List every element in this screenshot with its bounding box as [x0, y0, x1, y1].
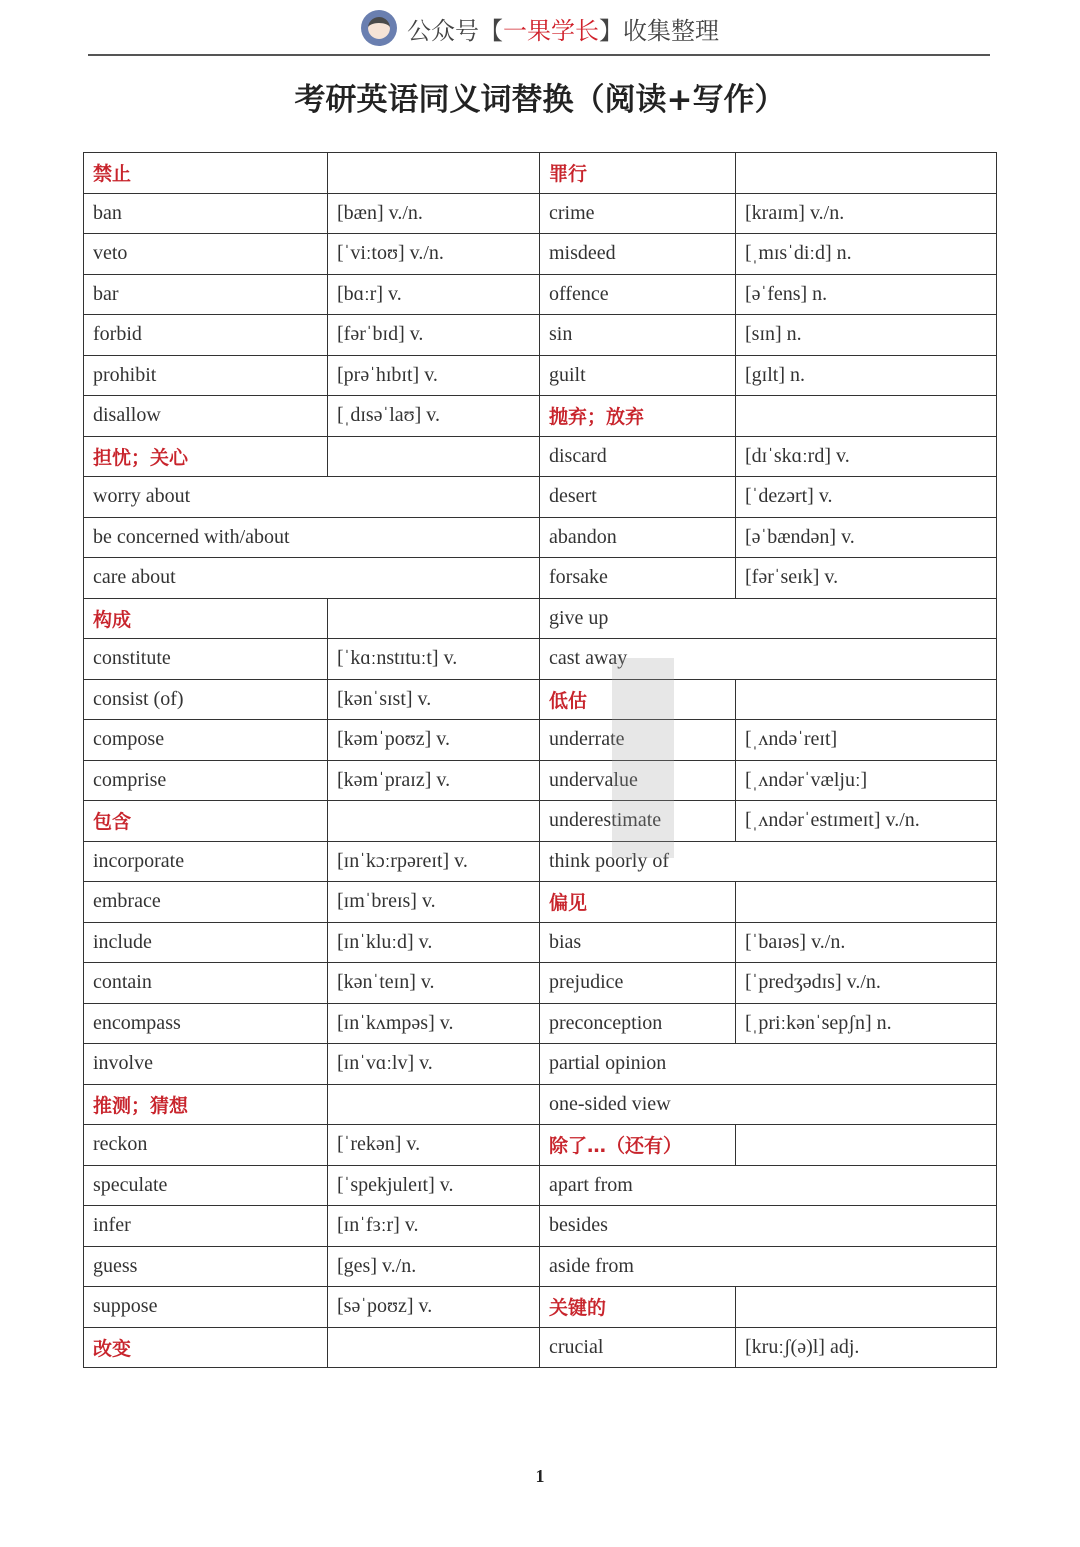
table-row — [84, 1044, 997, 1085]
phonetic-cell: [əˈbændən] v. — [736, 517, 997, 558]
phonetic-cell: [ˌʌndəˈreɪt] — [736, 720, 997, 761]
word-cell: consist (of) — [84, 679, 328, 720]
word-cell: constitute — [84, 639, 328, 680]
phonetic-cell: [ɪnˈkɔːrpəreɪt] v. — [328, 841, 540, 882]
word-cell: misdeed — [540, 234, 736, 275]
word-cell: incorporate — [84, 841, 328, 882]
avatar-icon — [361, 10, 397, 46]
phonetic-cell: [ɪnˈfɜːr] v. — [328, 1206, 540, 1247]
word-cell: abandon — [540, 517, 736, 558]
word-cell: prejudice — [540, 963, 736, 1004]
word-cell: prohibit — [84, 355, 328, 396]
word-cell: involve — [84, 1044, 328, 1085]
header-divider — [88, 54, 990, 56]
phrase-cell: be concerned with/about — [84, 517, 540, 558]
empty-cell — [736, 882, 997, 923]
word-cell: speculate — [84, 1165, 328, 1206]
category-heading: 包含 — [84, 801, 328, 842]
category-heading: 禁止 — [84, 153, 328, 194]
word-cell: reckon — [84, 1125, 328, 1166]
phrase-cell: worry about — [84, 477, 540, 518]
phrase-cell: aside from — [540, 1246, 997, 1287]
phonetic-cell: [ˌmɪsˈdiːd] n. — [736, 234, 997, 275]
page-title: 考研英语同义词替换（阅读+写作） — [294, 82, 786, 118]
phonetic-cell: [dɪˈskɑːrd] v. — [736, 436, 997, 477]
phonetic-cell: [fərˈbɪd] v. — [328, 315, 540, 356]
phonetic-cell: [ˌpriːkənˈsepʃn] n. — [736, 1003, 997, 1044]
word-cell: preconception — [540, 1003, 736, 1044]
table-row — [84, 1287, 997, 1328]
table-row — [84, 274, 997, 315]
phrase-cell: give up — [540, 598, 997, 639]
empty-cell — [736, 1125, 997, 1166]
table-row — [84, 801, 997, 842]
word-cell: sin — [540, 315, 736, 356]
phonetic-cell: [ˈdezərt] v. — [736, 477, 997, 518]
table-row — [84, 1206, 997, 1247]
empty-cell — [736, 396, 997, 437]
category-heading: 担忧；关心 — [84, 436, 328, 477]
table-row — [84, 598, 997, 639]
table-row — [84, 558, 997, 599]
table-row — [84, 315, 997, 356]
phonetic-cell: [ˌʌndərˈestɪmeɪt] v./n. — [736, 801, 997, 842]
phrase-cell: partial opinion — [540, 1044, 997, 1085]
table-row — [84, 1246, 997, 1287]
phonetic-cell: [əˈfens] n. — [736, 274, 997, 315]
category-heading: 改变 — [84, 1327, 328, 1368]
phonetic-cell: [səˈpoʊz] v. — [328, 1287, 540, 1328]
category-heading: 关键的 — [540, 1287, 736, 1328]
category-heading: 除了…（还有） — [540, 1125, 736, 1166]
empty-cell — [328, 1327, 540, 1368]
word-cell: comprise — [84, 760, 328, 801]
empty-cell — [736, 679, 997, 720]
table-row — [84, 477, 997, 518]
table-row — [84, 436, 997, 477]
phonetic-cell: [ɪnˈkluːd] v. — [328, 922, 540, 963]
phonetic-cell: [ɪnˈkʌmpəs] v. — [328, 1003, 540, 1044]
word-cell: veto — [84, 234, 328, 275]
table-row — [84, 760, 997, 801]
phonetic-cell: [sɪn] n. — [736, 315, 997, 356]
phonetic-cell: [ˌʌndərˈvæljuː] — [736, 760, 997, 801]
table-row — [84, 841, 997, 882]
phonetic-cell: [bæn] v./n. — [328, 193, 540, 234]
phonetic-cell: [kraɪm] v./n. — [736, 193, 997, 234]
phonetic-cell: [ɪmˈbreɪs] v. — [328, 882, 540, 923]
phonetic-cell: [ˈspekjuleɪt] v. — [328, 1165, 540, 1206]
phrase-cell: one-sided view — [540, 1084, 997, 1125]
table-row — [84, 234, 997, 275]
phrase-cell: apart from — [540, 1165, 997, 1206]
word-cell: desert — [540, 477, 736, 518]
word-cell: infer — [84, 1206, 328, 1247]
table-row — [84, 396, 997, 437]
table-row — [84, 1165, 997, 1206]
phonetic-cell: [ˈpredʒədɪs] v./n. — [736, 963, 997, 1004]
phonetic-cell: [kənˈteɪn] v. — [328, 963, 540, 1004]
word-cell: discard — [540, 436, 736, 477]
phonetic-cell: [ˈkɑːnstɪtuːt] v. — [328, 639, 540, 680]
word-cell: underrate — [540, 720, 736, 761]
empty-cell — [736, 1287, 997, 1328]
phonetic-cell: [gɪlt] n. — [736, 355, 997, 396]
word-cell: disallow — [84, 396, 328, 437]
phonetic-cell: [ges] v./n. — [328, 1246, 540, 1287]
phonetic-cell: [ˈviːtoʊ] v./n. — [328, 234, 540, 275]
empty-cell — [328, 436, 540, 477]
table-row — [84, 517, 997, 558]
word-cell: embrace — [84, 882, 328, 923]
phonetic-cell: [ˈrekən] v. — [328, 1125, 540, 1166]
brand-text: 公众号【一果学长】收集整理 — [407, 16, 719, 45]
word-cell: include — [84, 922, 328, 963]
empty-cell — [328, 801, 540, 842]
word-cell: encompass — [84, 1003, 328, 1044]
phonetic-cell: [kəmˈpoʊz] v. — [328, 720, 540, 761]
category-heading: 抛弃；放弃 — [540, 396, 736, 437]
category-heading: 罪行 — [540, 153, 736, 194]
table-row — [84, 1327, 997, 1368]
word-cell: offence — [540, 274, 736, 315]
table-row — [84, 639, 997, 680]
word-cell: guess — [84, 1246, 328, 1287]
word-cell: bias — [540, 922, 736, 963]
phonetic-cell: [ˌdɪsəˈlaʊ] v. — [328, 396, 540, 437]
table-row — [84, 720, 997, 761]
phonetic-cell: [kəmˈpraɪz] v. — [328, 760, 540, 801]
category-heading: 构成 — [84, 598, 328, 639]
phrase-cell: besides — [540, 1206, 997, 1247]
word-cell: ban — [84, 193, 328, 234]
word-cell: forsake — [540, 558, 736, 599]
word-cell: suppose — [84, 1287, 328, 1328]
word-cell: underestimate — [540, 801, 736, 842]
table-row — [84, 355, 997, 396]
phrase-cell: cast away — [540, 639, 997, 680]
word-cell: guilt — [540, 355, 736, 396]
phonetic-cell: [ɪnˈvɑːlv] v. — [328, 1044, 540, 1085]
table-row — [84, 1003, 997, 1044]
word-cell: undervalue — [540, 760, 736, 801]
brand-header — [0, 10, 1080, 46]
phrase-cell: care about — [84, 558, 540, 599]
table-row — [84, 1084, 997, 1125]
phonetic-cell: [kruːʃ(ə)l] adj. — [736, 1327, 997, 1368]
phrase-cell: think poorly of — [540, 841, 997, 882]
phonetic-cell: [ˈbaɪəs] v./n. — [736, 922, 997, 963]
category-heading: 推测；猜想 — [84, 1084, 328, 1125]
table-row — [84, 153, 997, 194]
synonym-table — [83, 152, 997, 1368]
category-heading: 偏见 — [540, 882, 736, 923]
table-row — [84, 963, 997, 1004]
table-row — [84, 922, 997, 963]
table-row — [84, 193, 997, 234]
page-number: 1 — [535, 1466, 545, 1486]
phonetic-cell: [fərˈseɪk] v. — [736, 558, 997, 599]
phonetic-cell: [kənˈsɪst] v. — [328, 679, 540, 720]
word-cell: forbid — [84, 315, 328, 356]
table-row — [84, 1125, 997, 1166]
empty-cell — [328, 598, 540, 639]
word-cell: contain — [84, 963, 328, 1004]
table-row — [84, 679, 997, 720]
empty-cell — [328, 153, 540, 194]
word-cell: bar — [84, 274, 328, 315]
word-cell: crucial — [540, 1327, 736, 1368]
category-heading: 低估 — [540, 679, 736, 720]
table-row — [84, 882, 997, 923]
phonetic-cell: [prəˈhɪbɪt] v. — [328, 355, 540, 396]
phonetic-cell: [bɑːr] v. — [328, 274, 540, 315]
empty-cell — [736, 153, 997, 194]
empty-cell — [328, 1084, 540, 1125]
word-cell: crime — [540, 193, 736, 234]
word-cell: compose — [84, 720, 328, 761]
